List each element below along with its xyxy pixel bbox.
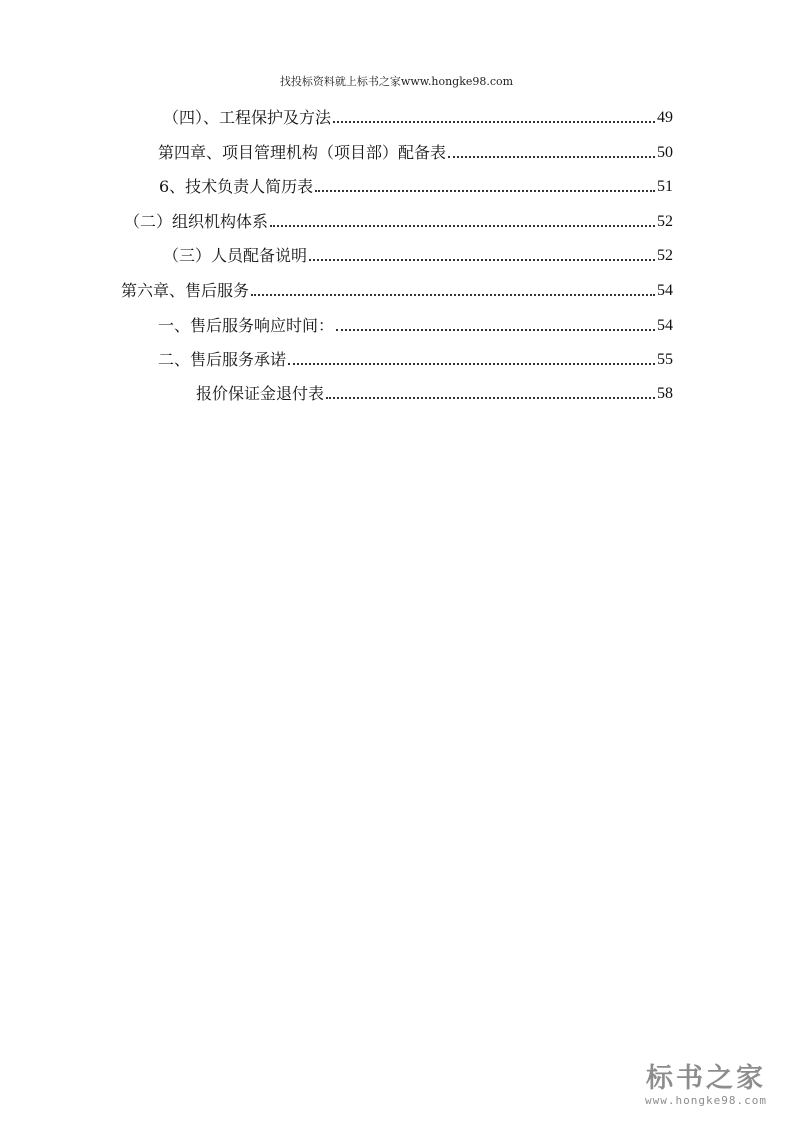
toc-entry[interactable] [121, 277, 673, 301]
page-header: 找投标资料就上标书之家www.hongke98.com [279, 75, 514, 88]
toc-entry-title: 一、售后服务响应时间： [158, 316, 335, 335]
toc-entry-page: 54 [657, 317, 673, 334]
toc-entry-title: 第六章、售后服务 [121, 281, 250, 300]
toc-entry-page: 49 [657, 109, 673, 126]
toc-entry[interactable] [163, 104, 673, 128]
toc-dot-leader [333, 121, 655, 123]
toc-dot-leader [251, 294, 655, 296]
toc-entry-title: （二）组织机构体系 [124, 212, 269, 231]
toc-entry[interactable] [158, 139, 673, 163]
watermark-logo-url: www.hongke98.com [645, 1094, 767, 1107]
table-of-contents [0, 0, 793, 420]
toc-entry[interactable] [159, 173, 673, 197]
watermark-logo-name: 标书之家 [646, 1063, 766, 1094]
toc-dot-leader [448, 156, 655, 158]
toc-entry-title: 6、技术负责人简历表 [159, 177, 314, 196]
toc-entry-title: （三）人员配备说明 [163, 246, 308, 265]
toc-dot-leader [326, 397, 655, 399]
toc-dot-leader [288, 363, 655, 365]
watermark-logo [631, 1064, 781, 1108]
toc-entry[interactable] [163, 242, 673, 266]
toc-dot-leader [336, 329, 655, 331]
toc-entry-page: 52 [657, 247, 673, 264]
toc-dot-leader [270, 225, 655, 227]
toc-entry-title: 报价保证金退付表 [196, 384, 325, 403]
toc-dot-leader [309, 259, 655, 261]
toc-entry-page: 54 [657, 282, 673, 299]
toc-entry-page: 58 [657, 385, 673, 402]
toc-entry-page: 50 [657, 144, 673, 161]
toc-entry-page: 55 [657, 351, 673, 368]
toc-entry-page: 51 [657, 178, 673, 195]
toc-entry-title: （四）、工程保护及方法 [163, 108, 332, 127]
toc-entry[interactable] [158, 346, 673, 370]
toc-entry[interactable] [158, 312, 673, 336]
toc-entry[interactable] [124, 208, 673, 232]
toc-entry-title: 第四章、项目管理机构（项目部）配备表 [158, 143, 447, 162]
toc-entry-page: 52 [657, 213, 673, 230]
toc-dot-leader [315, 190, 655, 192]
toc-entry-title: 二、售后服务承诺 [158, 350, 287, 369]
toc-entry[interactable] [196, 380, 673, 404]
